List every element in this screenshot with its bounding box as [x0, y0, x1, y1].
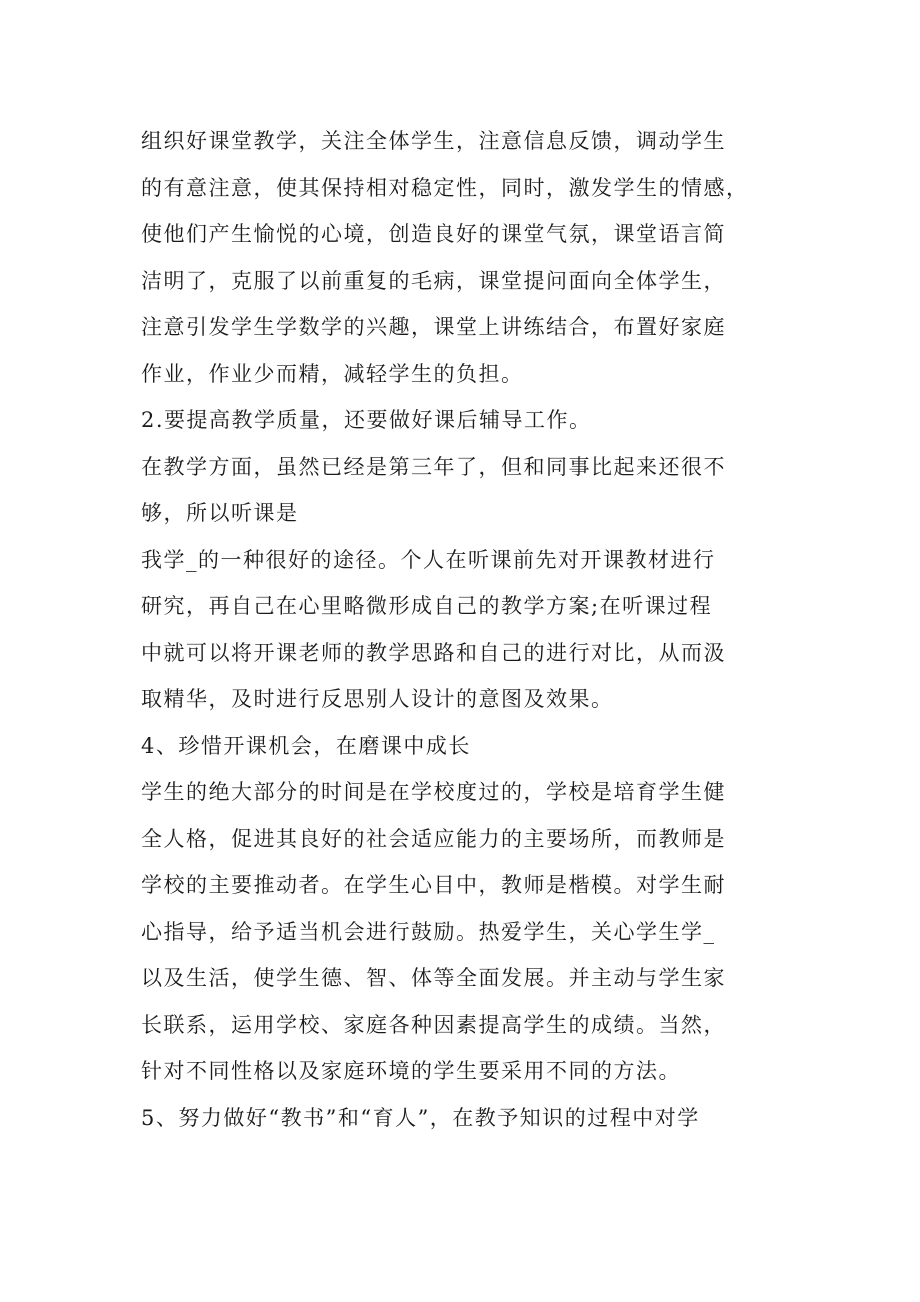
- text-line: 的有意注意，使其保持相对稳定性，同时，激发学生的情感，: [141, 175, 749, 200]
- document-body: [141, 118, 801, 1141]
- text-line: 在教学方面，虽然已经是第三年了，但和同事比起来还很不: [141, 454, 726, 479]
- text-line: 以及生活，使学生德、智、体等全面发展。并主动与学生家: [141, 966, 726, 990]
- text-line: 组织好课堂教学，关注全体学生，注意信息反馈，调动学生: [141, 129, 726, 153]
- text-line: 学生的绝大部分的时间是在学校度过的，学校是培育学生健: [141, 780, 726, 804]
- section-heading: 5、努力做好“教书”和“育人”，在教予知识的过程中对学: [141, 1105, 700, 1130]
- text-line: 作业，作业少而精，减轻学生的负担。: [141, 361, 524, 386]
- text-line: 使他们产生愉悦的心境，创造良好的课堂气氛，课堂语言简: [141, 222, 726, 246]
- section-heading: 4、珍惜开课机会，在磨课中成长: [141, 733, 471, 758]
- text-line: 长联系，运用学校、家庭各种因素提高学生的成绩。当然，: [141, 1012, 726, 1037]
- text-line: 针对不同性格以及家庭环境的学生要采用不同的方法。: [141, 1059, 681, 1083]
- text-line: 中就可以将开课老师的教学思路和自己的进行对比，从而汲: [141, 640, 726, 665]
- text-line: 洁明了，克服了以前重复的毛病，课堂提问面向全体学生，: [141, 268, 726, 293]
- text-line: 全人格，促进其良好的社会适应能力的主要场所，而教师是: [141, 826, 726, 851]
- text-line: 研究，再自己在心里略微形成自己的教学方案;在听课过程: [141, 594, 713, 618]
- text-line: 我学_的一种很好的途径。个人在听课前先对开课教材进行: [141, 547, 716, 572]
- section-heading: 2.要提高教学质量，还要做好课后辅导工作。: [141, 408, 592, 432]
- text-line: 学校的主要推动者。在学生心目中，教师是楷模。对学生耐: [141, 873, 726, 897]
- text-line: 注意引发学生学数学的兴趣，课堂上讲练结合，布置好家庭: [141, 315, 726, 339]
- text-line: 取精华，及时进行反思别人设计的意图及效果。: [141, 687, 614, 711]
- text-line: 心指导，给予适当机会进行鼓励。热爱学生，关心学生学_: [141, 919, 716, 944]
- text-line: 够，所以听课是: [141, 501, 299, 525]
